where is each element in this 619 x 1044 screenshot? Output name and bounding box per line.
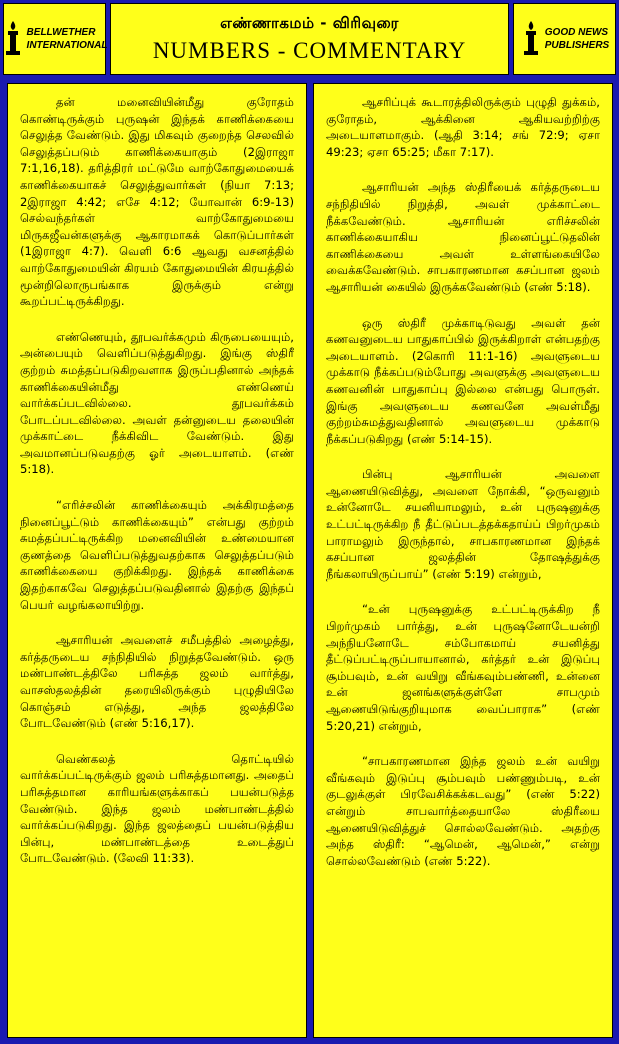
paragraph: “எரிச்சலின் காணிக்கையும் அக்கிரமத்தை நினைப்பூட்டும் காணிக்கையும்” என்பது குற்றம் சுமத்தப்பட்டிருக்கிற மனைவியின் உண்மையான குணத்தை வெளிப்படுத்துவதற்காக செலுத்தப்படும் காணிக்கையை குறிக்கிறது. இந்தக் காணிக்கை இதற்காகவே செலுத்தப்படுவதினால் இதற்கு இந்தப் பெயர் வழங்கலாயிற்று.: [20, 498, 294, 612]
logo-left-line1: BELLWETHER: [26, 27, 96, 38]
logo-right-line1: GOOD NEWS: [544, 27, 609, 38]
logo-right-line2: PUBLISHERS: [544, 40, 610, 51]
title-english: NUMBERS - COMMENTARY: [152, 38, 467, 63]
paragraph: தன் மனைவியின்மீது குரோதம் கொண்டிருக்கும் புருஷன் இந்தக் காணிக்கையை செலுத்த வேண்டும். இது மிகவும் குறைந்த செலவில் செலுத்தப்படும் காணிக்கையாகும் (2இராஜா 7:1,16,18). தரித்திரர் மட்டுமே வாற்கோதுமையைக் காணிக்கையாகச் செலுத்துவார்கள் (நியா 7:13; 2இராஜா 4:42; எசே 4:12; யோவான் 6:9-13) செல்வந்தர்கள் வாற்கோதுமையை மிருகஜீவன்களுக்கு ஆகாரமாகக் கொடுப்பார்கள் (1இராஜா 4:7). வெளி 6:6 ஆவது வசனத்தில் வாற்கோதுமையின் கிரயம் கோதுமையின் கிரயத்தில் மூன்றிலொருபங்காக இருக்கும் என்று கூறப்பட்டிருக்கிறது.: [20, 95, 294, 309]
paragraph: ஒரு ஸ்திரீ முக்காடிடுவது அவள் தன் கணவனுடைய பாதுகாப்பில் இருக்கிறாள் என்பதற்கு அடையாளம். (2கொரி 11:1-16) அவளுடைய முக்காடு நீக்கப்படும்போது அவளுக்கு அவளுடைய கணவனின் பாதுகாப்பு இல்லை என்பது பொருள். இங்கு அவளுடைய கணவனே அவள்மீது குற்றம்சுமத்துவதினால் அவளுடைய முக்காடு நீக்கப்படுகிறது (எண் 5:14-15).: [326, 315, 600, 446]
lamp-icon: [2, 19, 24, 59]
page-header: [110, 3, 509, 75]
bellwether-logo: [3, 3, 106, 75]
paragraph: “உன் புருஷனுக்கு உட்பட்டிருக்கிற நீ பிறர்முகம் பார்த்து, உன் புருஷனோடேயன்றி அந்நியனோடே சம்போகமாய் சயனித்து தீட்டுப்பட்டிருப்பாயானால், கர்த்தர் உன் இடுப்பு சூம்பவும், உன் வயிறு வீங்கவும்பண்ணி, உன்னை உன் ஜனங்களுக்குள்ளே சாபமும் ஆணையிடுங்குறியுமாக வைப்பாராக” (எண் 5:20,21) என்றும்,: [326, 602, 600, 733]
paragraph: எண்ணெயும், தூபவர்க்கமும் கிருபையையும், அன்பையும் வெளிப்படுத்துகிறது. இங்கு ஸ்திரீ குற்றம் சுமத்தப்படுகிறவளாக இருப்பதினால் அந்தக் காணிக்கையின்மீது எண்ணெய் வார்க்கப்படவில்லை. தூபவர்க்கம் போடப்படவில்லை. அவள் தன்னுடைய தலையின் முக்காட்டை நீக்கிவிட வேண்டும். இது அவமானப்படுவதற்கு ஓர் அடையாளம். (எண் 5:18).: [20, 329, 294, 477]
paragraph: ஆசாரியன் அவளைச் சமீபத்தில் அழைத்து, கர்த்தருடைய சந்நிதியில் நிறுத்தவேண்டும். ஒரு மண்பாண்டத்திலே பரிசுத்த ஜலம் வார்த்து, வாசஸ்தலத்தின் தரையிலிருக்கும் புழுதியிலே கொஞ்சம் எடுத்து, அந்த ஜலத்திலே போடவேண்டும் (எண் 5:16,17).: [20, 633, 294, 731]
right-column: [313, 83, 613, 1038]
paragraph: பின்பு ஆசாரியன் அவளை ஆணையிடுவித்து, அவளை நோக்கி, “ஒருவனும் உன்னோடே சயனியாமலும், உன் புருஷனுக்கு உட்பட்டிருக்கிற நீ தீட்டுப்படத்தக்கதாய்ப் பிறர்முகம் பாராமலும் இருந்தால், சாபகாரணமான இந்தக் கசப்பான ஜலத்தின் தோஷத்துக்கு நீங்கலாயிருப்பாய்” (எண் 5:19) என்றும்,: [326, 467, 600, 581]
paragraph: “சாபகாரணமான இந்த ஜலம் உன் வயிறு வீங்கவும் இடுப்பு சூம்பவும் பண்ணும்படி, உன் குடலுக்குள் பிரவேசிக்கக்கடவது” (எண் 5:22) என்றும் சாபவார்த்தையாலே ஸ்திரீயை ஆணையிடுவித்துச் சொல்லவேண்டும். அதற்கு அந்த ஸ்திரீ: “ஆமென், ஆமென்,” என்று சொல்லவேண்டும் (எண் 5:22).: [326, 754, 600, 868]
logo-left-line2: INTERNATIONAL: [26, 40, 108, 51]
left-column: [7, 83, 307, 1038]
lamp-icon: [520, 19, 542, 59]
good-news-logo: [513, 3, 616, 75]
paragraph: ஆசாரியன் அந்த ஸ்திரீயைக் கர்த்தருடைய சந்நிதியில் நிறுத்தி, அவள் முக்காட்டை நீக்கவேண்டும். ஆசாரியன் எரிச்சலின் காணிக்கையாகிய நினைப்பூட்டுதலின் காணிக்கையை அவள் உள்ளங்கையிலே வைக்கவேண்டும். சாபகாரணமான கசப்பான ஜலம் ஆசாரியன் கையில் இருக்கவேண்டும் (எண் 5:18).: [326, 180, 600, 294]
title-tamil: எண்ணாகமம் - விரிவுரை: [220, 14, 399, 32]
paragraph: வெண்கலத் தொட்டியில் வார்க்கப்பட்டிருக்கும் ஜலம் பரிசுத்தமானது. அதைப் பரிசுத்தமான காரியங்களுக்காகப் பயன்படுத்த வேண்டும். இந்த ஜலம் மண்பாண்டத்தில் வார்க்கப்படுகிறது. இந்த ஜலத்தைப் பயன்படுத்திய பின்பு, மண்பாண்டத்தை உடைத்துப் போடவேண்டும். (லேவி 11:33).: [20, 751, 294, 866]
paragraph: ஆசரிப்புக் கூடாரத்திலிருக்கும் புழுதி துக்கம், குரோதம், ஆக்கினை ஆகியவற்றிற்கு அடையாளமாகும். (ஆதி 3:14; சங் 72:9; ஏசா 49:23; ஏசா 65:25; மீகா 7:17).: [326, 95, 600, 159]
